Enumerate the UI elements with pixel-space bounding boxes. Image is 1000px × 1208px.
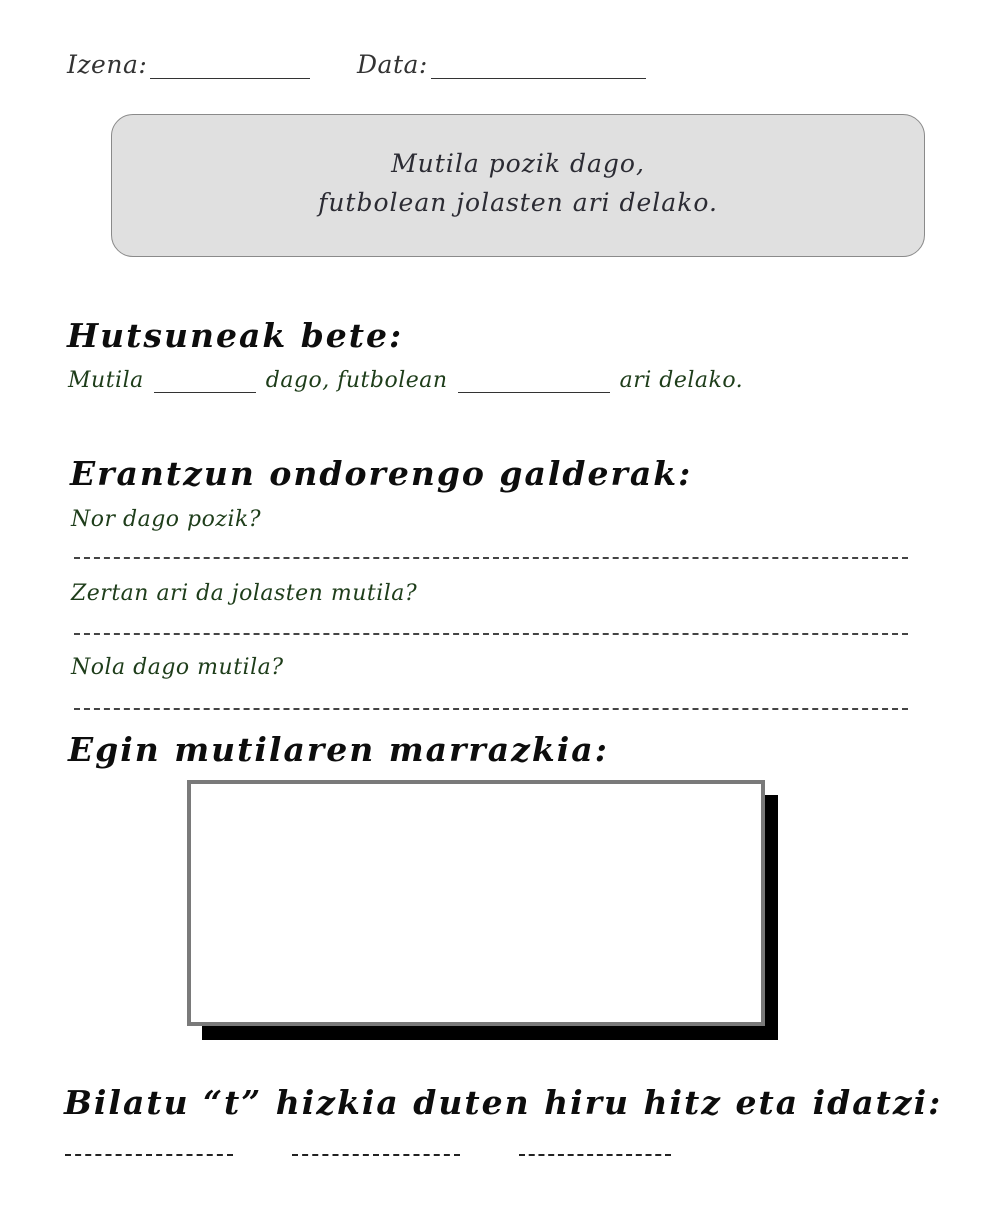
sentence-line-1: Mutila pozik dago, xyxy=(391,149,645,178)
date-field-row xyxy=(357,50,646,79)
answer-line-1[interactable] xyxy=(74,557,908,559)
fill-in-sentence xyxy=(68,368,743,393)
sentence-box xyxy=(111,114,925,257)
answer-line-2[interactable] xyxy=(74,633,908,635)
question-3: Nola dago mutila? xyxy=(71,655,284,680)
questions-title: Erantzun ondorengo galderak: xyxy=(70,454,693,493)
word-blank-1[interactable] xyxy=(65,1154,233,1156)
word-blank-2[interactable] xyxy=(292,1154,460,1156)
sentence-line-2: futbolean jolasten ari delako. xyxy=(318,188,718,217)
name-label: Izena: xyxy=(67,50,148,79)
name-blank[interactable] xyxy=(150,56,310,79)
drawing-box[interactable] xyxy=(187,780,765,1026)
words-title: Bilatu “t” hizkia duten hiru hitz eta idatzi: xyxy=(64,1083,943,1122)
date-label: Data: xyxy=(357,50,428,79)
date-blank[interactable] xyxy=(431,56,646,79)
fill-in-part-2: dago, futbolean xyxy=(265,368,448,393)
word-blank-3[interactable] xyxy=(519,1154,671,1156)
question-2: Zertan ari da jolasten mutila? xyxy=(71,581,418,606)
name-field-row xyxy=(67,50,310,79)
fill-in-part-3: ari delako. xyxy=(619,368,744,393)
fill-in-part-1: Mutila xyxy=(68,368,144,393)
fill-in-blank-2[interactable] xyxy=(458,372,610,393)
fill-in-title: Hutsuneak bete: xyxy=(67,316,404,355)
question-1: Nor dago pozik? xyxy=(71,507,262,532)
fill-in-blank-1[interactable] xyxy=(154,372,256,393)
drawing-title: Egin mutilaren marrazkia: xyxy=(68,730,609,769)
answer-line-3[interactable] xyxy=(74,708,908,710)
